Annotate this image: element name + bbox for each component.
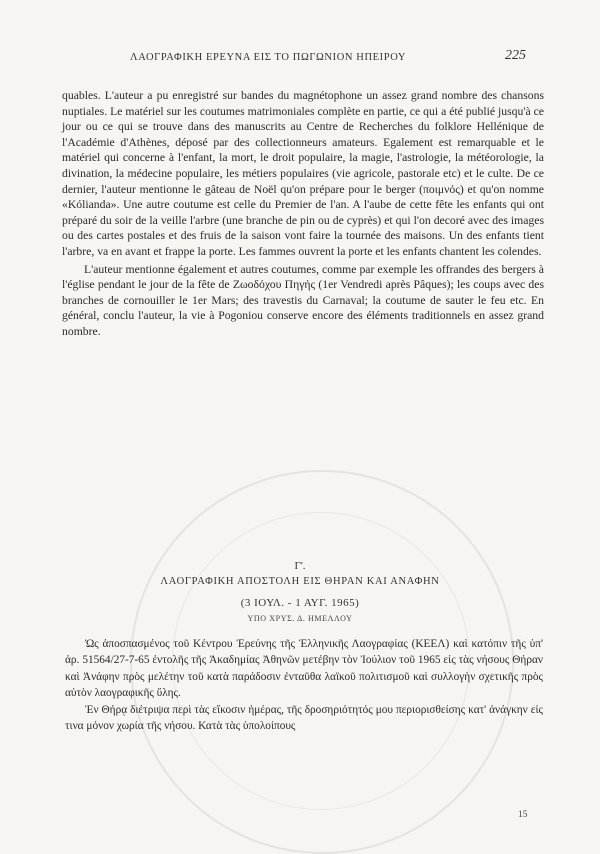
page-number: 225: [505, 48, 526, 63]
french-summary: [62, 88, 544, 340]
paragraph: Ὡς ἀποσπασμένος τοῦ Κέντρου Ἐρεύνης τῆς Ἑλληνικῆς Λαογραφίας (ΚΕΕΛ) καὶ κατόπιν τῆς ὑπ' ἀρ. 51564/27-7-65 ἐντολῆς τῆς Ἀκαδημίας Ἀθηνῶν μετέβην τὸν Ἰούλιον τοῦ 1965 εἰς τὰς νήσους Θήραν καὶ Ἀνάφην πρὸς μελέτην τοῦ κατὰ παράδοσιν ἐνταῦθα λαϊκοῦ πολιτισμοῦ καὶ συλλογὴν σχετικῆς πρὸς αὐτὸν λαογραφικῆς ὕλης.: [65, 638, 543, 700]
greek-report: [65, 636, 543, 734]
section-dates: (3 ΙΟΥΛ. - 1 ΑΥΓ. 1965): [240, 597, 360, 609]
running-header: ΛΑΟΓΡΑΦΙΚΗ ΕΡΕΥΝΑ ΕΙΣ ΤΟ ΠΩΓΩΝΙΟΝ ΗΠΕΙΡΟΥ: [130, 52, 407, 63]
section-author: ΥΠΟ ΧΡΥΣ. Δ. ΗΜΕΛΛΟΥ: [247, 614, 353, 623]
paragraph: quables. L'auteur a pu enregistré sur bandes du magnétophone un assez grand nombre des chansons nuptiales. Le matériel sur les coutumes matrimoniales complète en partie, ce qui a été publié jusqu'à ce jour ou ce qui se trouve dans des manuscrits au Centre de Recherches du folklore Hellénique de l'Académie d'Athènes, déposé par des collectionneurs amateurs. Egalement est remarquable et le matériel qui concerne à l'enfant, la mort, le droit populaire, la magie, l'astrologie, la météorologie, la divination, la médecine populaire, les métiers populaires (vie agricole, pastorale etc) et le culte. De ce dernier, l'auteur mentionne le gâteau de Noël qu'on prépare pour le berger (ποιμνός) et qu'on nomme «Kólianda». Une autre coutume est celle du Premier de l'an. A l'aube de cette fête les enfants qui ont préparé du soir de la veille l'arbre (une branche de pin ou de cyprès) et qui l'on decoré avec des images ou des cartes postales et des fruis de la saison vont faire la tournée des maisons. Un des enfants tient l'arbre, va en avant et frappe la porte. Les fammes ouvrent la porte et les enfants chantent les colendes.: [62, 89, 544, 258]
section-title: ΛΑΟΓΡΑΦΙΚΗ ΑΠΟΣΤΟΛΗ ΕΙΣ ΘΗΡΑΝ ΚΑΙ ΑΝΑΦΗΝ: [160, 576, 440, 587]
signature-number: 15: [518, 810, 528, 820]
section-marker: Γ'.: [294, 560, 306, 572]
paragraph: L'auteur mentionne également et autres coutumes, comme par exemple les offrandes des bergers à l'église pendant le jour de la fête de Ζωοδόχου Πηγής (1er Vendredi après Pâques); les coups avec des branches de cornouiller le 1er Mars; des travestis du Carnaval; la coutume de sauter le feu etc. En général, conclu l'auteur, la vie à Pogoniou conserve encore des éléments traditionnels en assez grand nombre.: [62, 262, 544, 338]
paragraph: Ἐν Θήρᾳ διέτριψα περὶ τὰς εἴκοσιν ἡμέρας, τῆς δροσηριότητός μου περιορισθείσης κατ' ἀνάγκην εἰς τινα μόνον χωρία τῆς νήσου. Κατὰ τὰς ὑπολοίπους: [65, 703, 543, 733]
